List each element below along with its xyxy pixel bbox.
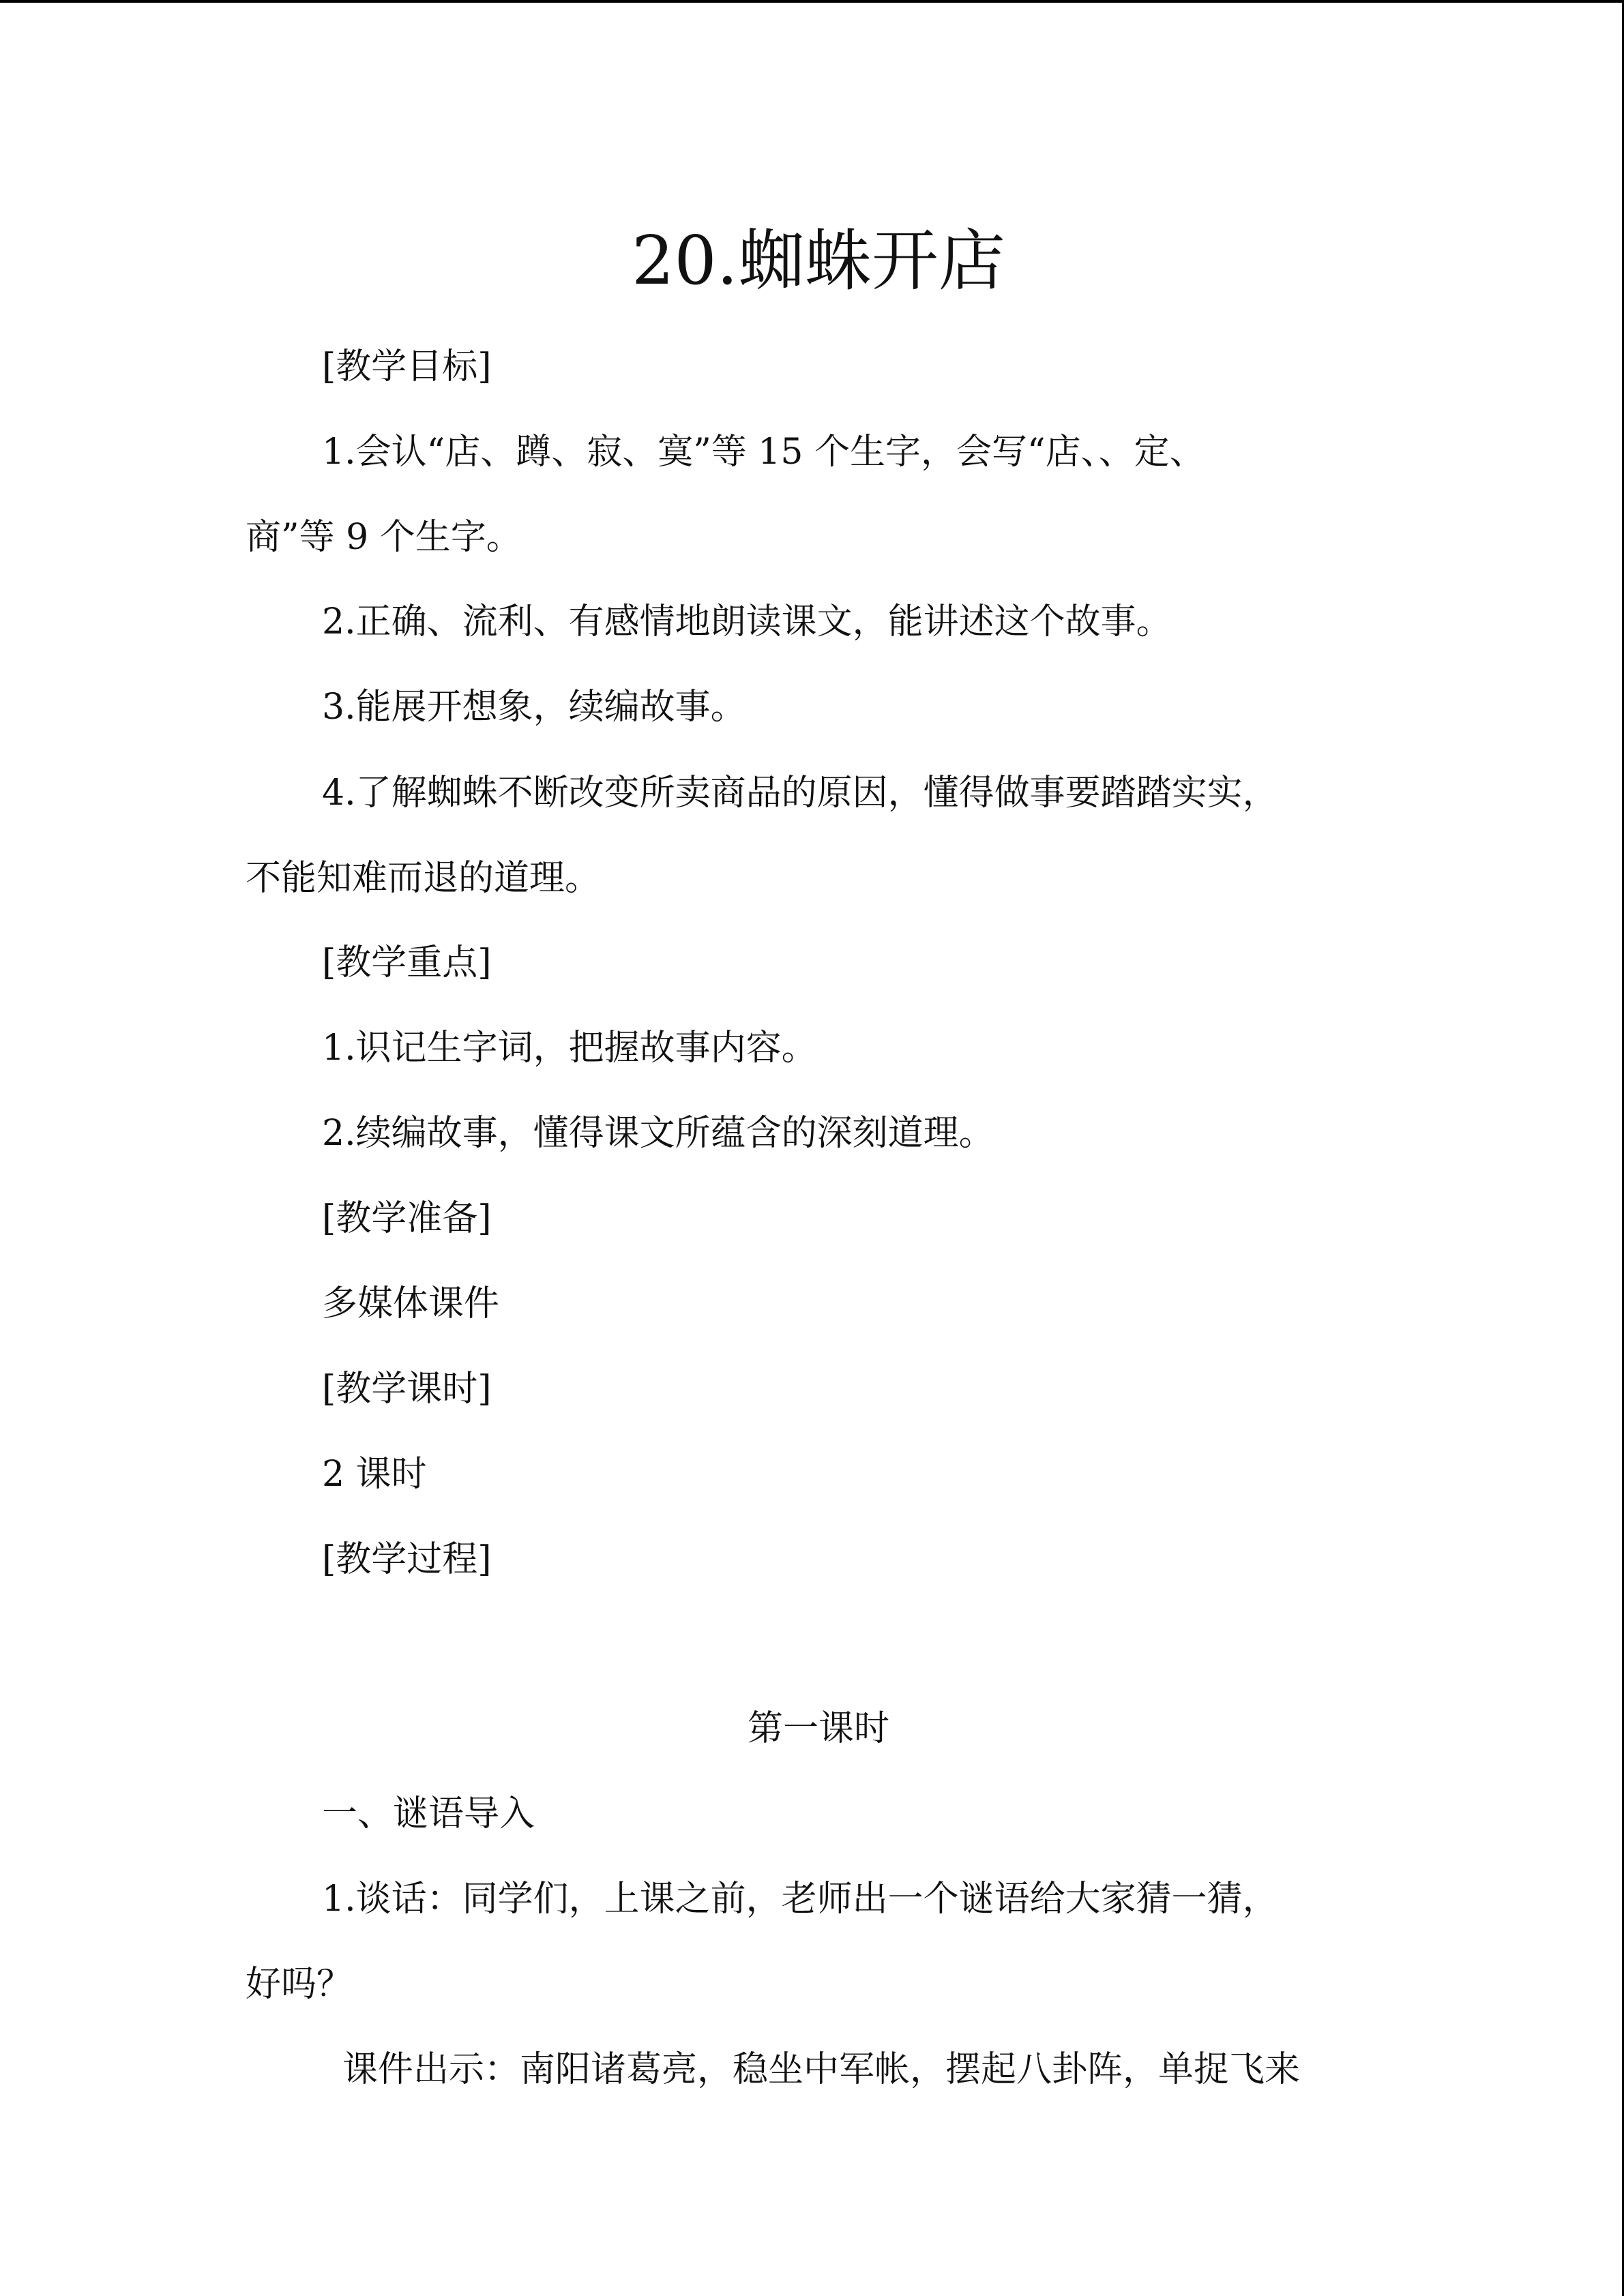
courseware-riddle-text: 课件出示：南阳诸葛亮，稳坐中军帐，摆起八卦阵，单捉飞来 <box>342 2049 1301 2090</box>
section-heading-preparation: [教学准备] <box>322 1198 492 1239</box>
section-heading-key-points: [教学重点] <box>322 942 492 983</box>
goal-item-4: 4.了解蜘蛛不断改变所卖商品的原因，懂得做事要踏踏实实， <box>322 773 1278 814</box>
goal-item-2: 2.正确、流利、有感情地朗读课文，能讲述这个故事。 <box>322 601 1172 642</box>
goal-item-1: 1.会认“店、蹲、寂、寞”等 15 个生字，会写“店、、定、 <box>322 432 1205 473</box>
key-point-1: 1.识记生字词，把握故事内容。 <box>322 1028 817 1069</box>
goal-item-1-continued: 商”等 9 个生字。 <box>246 517 522 558</box>
section-heading-teaching-goals: [教学目标] <box>322 346 492 387</box>
section-heading-teaching-process: [教学过程] <box>322 1539 492 1580</box>
step-heading-riddle-intro: 一、谜语导入 <box>322 1793 535 1834</box>
class-hours-text: 2 课时 <box>322 1454 427 1495</box>
step-item-1-continued: 好吗？ <box>246 1964 353 2005</box>
section-heading-class-hours: [教学课时] <box>322 1369 492 1410</box>
key-point-2: 2.续编故事，懂得课文所蕴含的深刻道理。 <box>322 1113 994 1154</box>
goal-item-3: 3.能展开想象，续编故事。 <box>322 687 746 728</box>
step-item-1: 1.谈话：同学们，上课之前，老师出一个谜语给大家猜一猜， <box>322 1879 1278 1920</box>
goal-item-4-continued: 不能知难而退的道理。 <box>246 858 601 899</box>
document-title: 20.蜘蛛开店 <box>632 222 1005 300</box>
lesson-heading-first-period: 第一课时 <box>747 1708 889 1749</box>
preparation-text: 多媒体课件 <box>322 1283 500 1324</box>
